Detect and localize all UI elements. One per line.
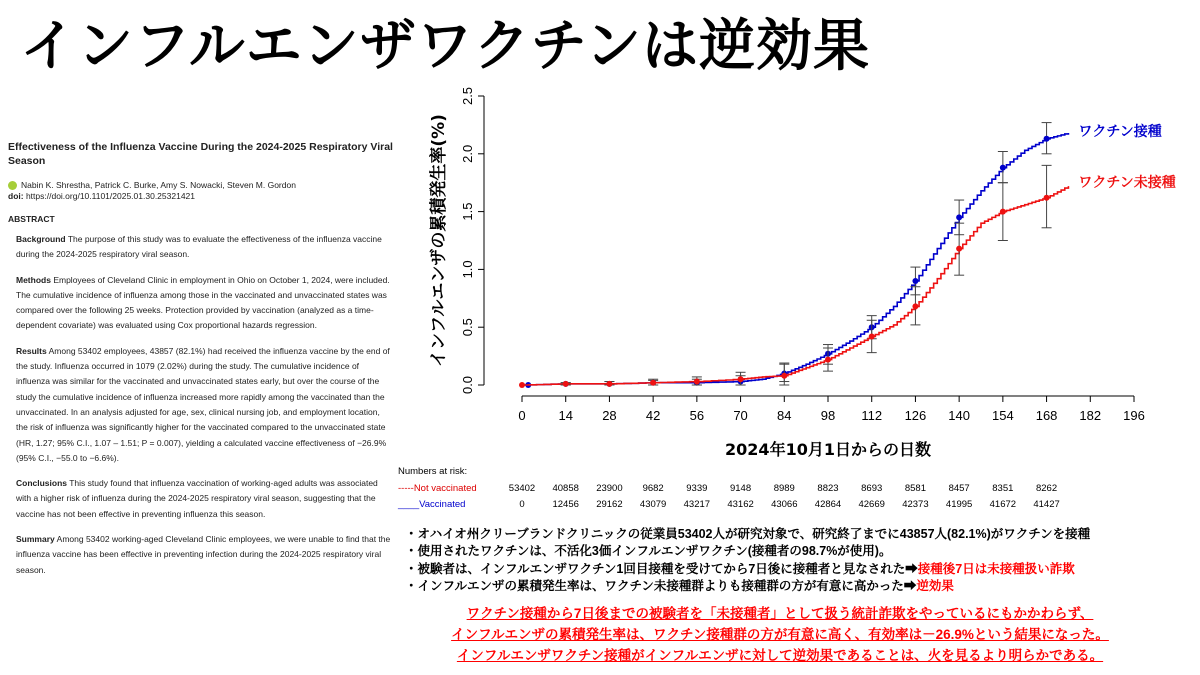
unvaccinated-point <box>650 380 656 386</box>
cumulative-incidence-chart <box>400 80 1190 465</box>
risk-count: 53402 <box>508 483 536 494</box>
section-label: Background <box>16 234 66 244</box>
bullet-item <box>405 578 1090 595</box>
risk-count: 8989 <box>773 483 795 494</box>
page-title: インフルエンザワクチンは逆効果 <box>20 13 870 79</box>
risk-count: 9148 <box>729 483 752 494</box>
x-tick-label: 140 <box>948 408 970 423</box>
paper-doi <box>8 191 393 202</box>
bullet-highlight: 逆効果 <box>916 578 954 593</box>
abstract-methods <box>16 273 393 334</box>
unvaccinated-point <box>956 246 962 252</box>
bullet-item <box>405 561 1090 578</box>
abstract-results <box>16 344 393 466</box>
risk-count: 41995 <box>945 499 973 510</box>
vaccinated-line <box>522 133 1068 385</box>
unvaccinated-point <box>519 382 525 388</box>
x-tick-label: 84 <box>777 408 792 423</box>
section-label: Methods <box>16 274 51 285</box>
bullet-item <box>405 543 1090 560</box>
unvaccinated-point <box>781 373 787 379</box>
vaccinated-point <box>1000 165 1006 171</box>
bullet-text: ・インフルエンザの累積発生率は、ワクチン未接種群よりも接種群の方が有意に高かった➡ <box>405 578 917 593</box>
section-text: Employees of Cleveland Clinic in employment in Ohio on October 1, 2024, were included. The cumulative incidence of influenza among those in the vaccinated and unvaccinated states was compared over the following 25 weeks. Protection provided by vaccination (analyzed as a time-dependent covariate) was evaluated using Cox proportional hazards regression. <box>16 274 390 331</box>
risk-count: 41427 <box>1033 499 1060 510</box>
legend-vaccinated: ワクチン接種 <box>1078 123 1162 140</box>
unvaccinated-point <box>912 303 918 309</box>
paper-authors <box>8 180 393 191</box>
unvaccinated-point <box>869 333 875 339</box>
risk-count: 42864 <box>814 499 842 510</box>
x-tick-label: 28 <box>602 408 617 423</box>
bullet-item <box>405 526 1090 543</box>
doi-label: doi: <box>8 191 24 201</box>
x-tick-label: 196 <box>1123 408 1145 423</box>
risk-count: 43162 <box>727 499 754 510</box>
chart-axes <box>460 87 1145 423</box>
x-tick-label: 70 <box>733 408 748 423</box>
risk-count: 8262 <box>1035 483 1058 494</box>
section-text: This study found that influenza vaccination of working-aged adults was associated with a higher risk of influenza during the 2024-2025 respiratory viral season, suggesting that the vaccine has not been effective in preventing influenza this season. <box>16 478 378 519</box>
risk-count: 43217 <box>683 499 711 510</box>
doi-link[interactable]: https://doi.org/10.1101/2025.01.30.25321421 <box>25 191 195 201</box>
risk-count: 41672 <box>989 499 1017 510</box>
section-text: Among 53402 employees, 43857 (82.1%) had received the influenza vaccine by the end of the study. Influenza occurred in 1079 (2.02%) during the study. The cumulative incidence of influenza was similar for the vaccinated and unvaccinated states early, but over the course of the study the cumulative incidence of influenza increased more rapidly among the vaccinated than the unvaccinated. In an analysis adjusted for age, sex, clinical nursing job, and employment location, the risk of influenza was significantly higher for the vaccinated compared to the unvaccinated state (HR, 1.27; 95% C.I., 1.07 – 1.51; P = 0.007), yielding a calculated vaccine effectiveness of −26.9% (95% C.I., −55.0 to −6.6%). <box>16 345 390 463</box>
unvaccinated-point <box>1000 209 1006 215</box>
x-tick-label: 42 <box>645 408 661 423</box>
risk-count: 12456 <box>552 499 579 510</box>
risk-table-header: Numbers at risk: <box>398 466 468 477</box>
y-tick-label: 0.0 <box>460 375 475 395</box>
unvaccinated-point <box>738 376 744 382</box>
abstract-summary <box>16 532 393 578</box>
risk-label-vaccinated: ____Vaccinated <box>398 499 466 510</box>
orcid-icon <box>8 181 17 190</box>
y-tick-label: 2.0 <box>460 144 475 163</box>
conclusion-line: インフルエンザの累積発生率は、ワクチン接種群の方が有意に高く、有効率は－26.9%という結果になった。 <box>451 627 1109 642</box>
risk-count: 8823 <box>817 483 839 494</box>
x-tick-label: 154 <box>992 408 1014 423</box>
section-label: Conclusions <box>16 478 68 489</box>
x-axis-title: 2024年10月1日からの日数 <box>725 440 931 459</box>
y-tick-label: 1.5 <box>460 202 475 221</box>
paper-title[interactable]: Effectiveness of the Influenza Vaccine During the 2024-2025 Respiratory Viral Season <box>8 141 393 167</box>
y-tick-label: 0.5 <box>460 318 475 337</box>
abstract-conclusions <box>16 476 393 522</box>
risk-label-not-vaccinated: -----Not vaccinated <box>398 483 477 494</box>
vaccinated-point <box>912 278 918 284</box>
section-label: Results <box>16 345 47 356</box>
x-tick-label: 56 <box>689 408 705 423</box>
bullet-text: ・オハイオ州クリーブランドクリニックの従業員53402人が研究対象で、研究終了までに43857人(82.1%)がワクチンを接種 <box>405 527 1091 541</box>
vaccinated-point <box>1044 136 1050 142</box>
chart-labels <box>428 114 1176 459</box>
risk-count: 9682 <box>642 483 664 494</box>
risk-count: 9339 <box>686 483 708 494</box>
risk-count: 42669 <box>858 499 885 510</box>
risk-count: 29162 <box>596 499 623 510</box>
paper-abstract <box>8 140 393 588</box>
x-tick-label: 98 <box>820 408 836 423</box>
legend-unvaccinated: ワクチン未接種 <box>1078 175 1176 192</box>
y-tick-label: 1.0 <box>460 260 475 279</box>
x-tick-label: 182 <box>1079 408 1102 423</box>
risk-count: 8581 <box>904 483 926 494</box>
risk-count: 42373 <box>902 499 929 510</box>
x-tick-label: 126 <box>904 408 927 423</box>
section-text: The purpose of this study was to evaluate the effectiveness of the influenza vaccine during the 2024-2025 respiratory viral season. <box>16 234 382 260</box>
section-text: Among 53402 working-aged Cleveland Clinic employees, we were unable to find that the influenza vaccine has been effective in preventing infection during the 2024-2025 respiratory viral season. <box>16 534 391 575</box>
unvaccinated-point <box>563 381 569 387</box>
unvaccinated-point <box>825 357 831 363</box>
summary-bullets <box>405 526 1090 595</box>
unvaccinated-line <box>522 186 1068 385</box>
risk-count: 0 <box>519 499 525 510</box>
conclusion-text <box>400 603 1160 666</box>
risk-count: 8693 <box>861 483 883 494</box>
risk-count: 23900 <box>596 483 623 494</box>
x-tick-label: 112 <box>861 408 883 423</box>
vaccinated-point <box>956 214 962 220</box>
authors-text: Nabin K. Shrestha, Patrick C. Burke, Amy S. Nowacki, Steven M. Gordon <box>21 180 296 190</box>
risk-count: 43066 <box>771 499 798 510</box>
x-tick-label: 168 <box>1035 408 1058 423</box>
section-label: Summary <box>16 534 55 545</box>
abstract-background <box>16 232 393 263</box>
x-tick-label: 0 <box>518 408 526 423</box>
bullet-highlight: 接種後7日は未接種扱い詐欺 <box>917 561 1075 576</box>
conclusion-line: ワクチン接種から7日後までの被験者を「未接種者」として扱う統計詐欺をやっているにもかかわらず、 <box>466 606 1094 621</box>
risk-count: 43079 <box>639 499 667 510</box>
bullet-text: ・使用されたワクチンは、不活化3価インフルエンザワクチン(接種者の98.7%が使用)。 <box>405 544 892 559</box>
conclusion-line: インフルエンザワクチン接種がインフルエンザに対して逆効果であることは、火を見るより明らかである。 <box>456 648 1104 663</box>
chart-series <box>519 123 1068 388</box>
unvaccinated-point <box>606 381 612 387</box>
abstract-heading: ABSTRACT <box>8 214 55 224</box>
risk-count: 8457 <box>948 483 970 494</box>
risk-count: 40858 <box>552 483 579 494</box>
risk-count: 8351 <box>992 483 1014 494</box>
y-tick-label: 2.5 <box>460 86 475 106</box>
bullet-text: ・被験者は、インフルエンザワクチン1回目接種を受けてから7日後に接種者と見なされた➡ <box>405 561 918 576</box>
y-axis-title: インフルエンザの累積発生率(%) <box>429 114 449 367</box>
x-tick-label: 14 <box>558 408 573 423</box>
unvaccinated-point <box>1044 195 1050 201</box>
numbers-at-risk-table <box>398 466 1198 516</box>
unvaccinated-point <box>694 379 700 385</box>
